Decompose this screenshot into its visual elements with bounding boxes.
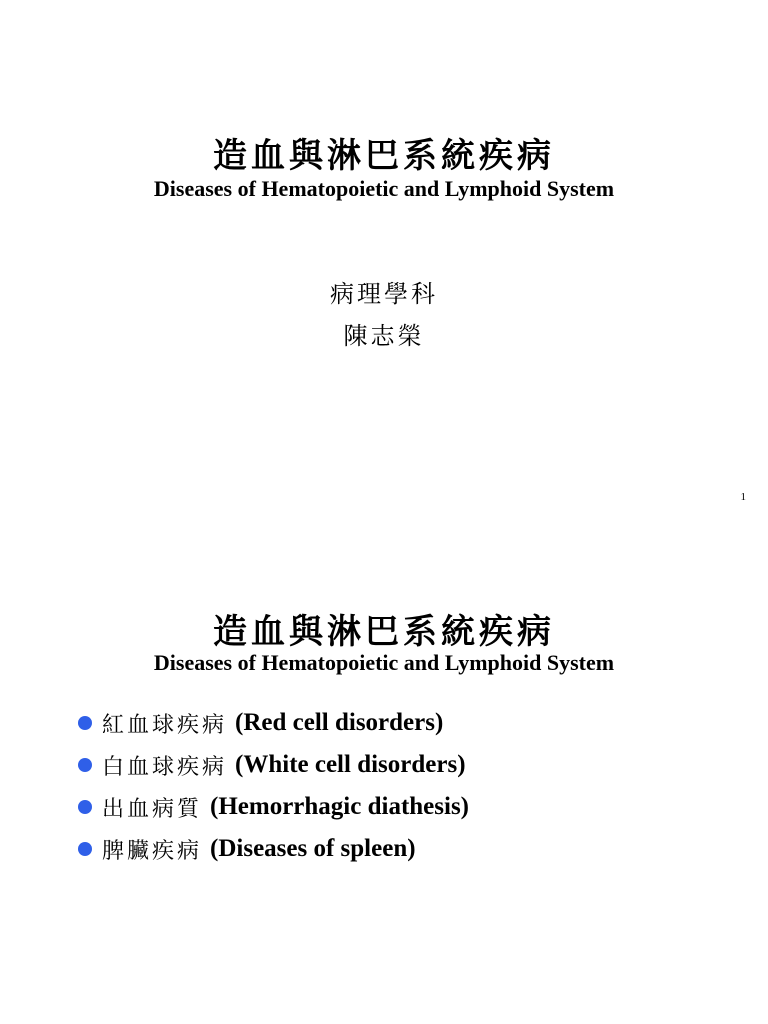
topic-chinese: 白血球疾病 [102, 754, 228, 780]
department-name: 病理學科 [330, 280, 438, 308]
bullet-dot-icon [78, 758, 92, 772]
list-item [78, 702, 469, 744]
bullet-dot-icon [78, 842, 92, 856]
topic-english: (Hemorrhagic diathesis) [210, 793, 469, 820]
author-name: 陳志榮 [343, 322, 425, 350]
topic-english: (White cell disorders) [235, 751, 466, 778]
bullet-dot-icon [78, 800, 92, 814]
list-item [78, 786, 469, 828]
topic-chinese: 出血病質 [102, 796, 203, 822]
slide-title-english: Diseases of Hematopoietic and Lymphoid System [153, 176, 615, 201]
topic-chinese: 脾臟疾病 [102, 838, 203, 864]
list-item [78, 828, 469, 870]
topic-list [78, 702, 469, 870]
page-number: 1 [740, 491, 746, 503]
topic-chinese: 紅血球疾病 [102, 712, 228, 738]
topic-english: (Red cell disorders) [235, 709, 444, 736]
slide-title-chinese: 造血與淋巴系統疾病 [213, 612, 555, 652]
slide-title-chinese: 造血與淋巴系統疾病 [213, 136, 555, 176]
slide-2 [0, 512, 768, 1024]
list-item [78, 744, 469, 786]
slide-title-english: Diseases of Hematopoietic and Lymphoid System [153, 650, 615, 675]
topic-english: (Diseases of spleen) [210, 835, 416, 862]
bullet-dot-icon [78, 716, 92, 730]
